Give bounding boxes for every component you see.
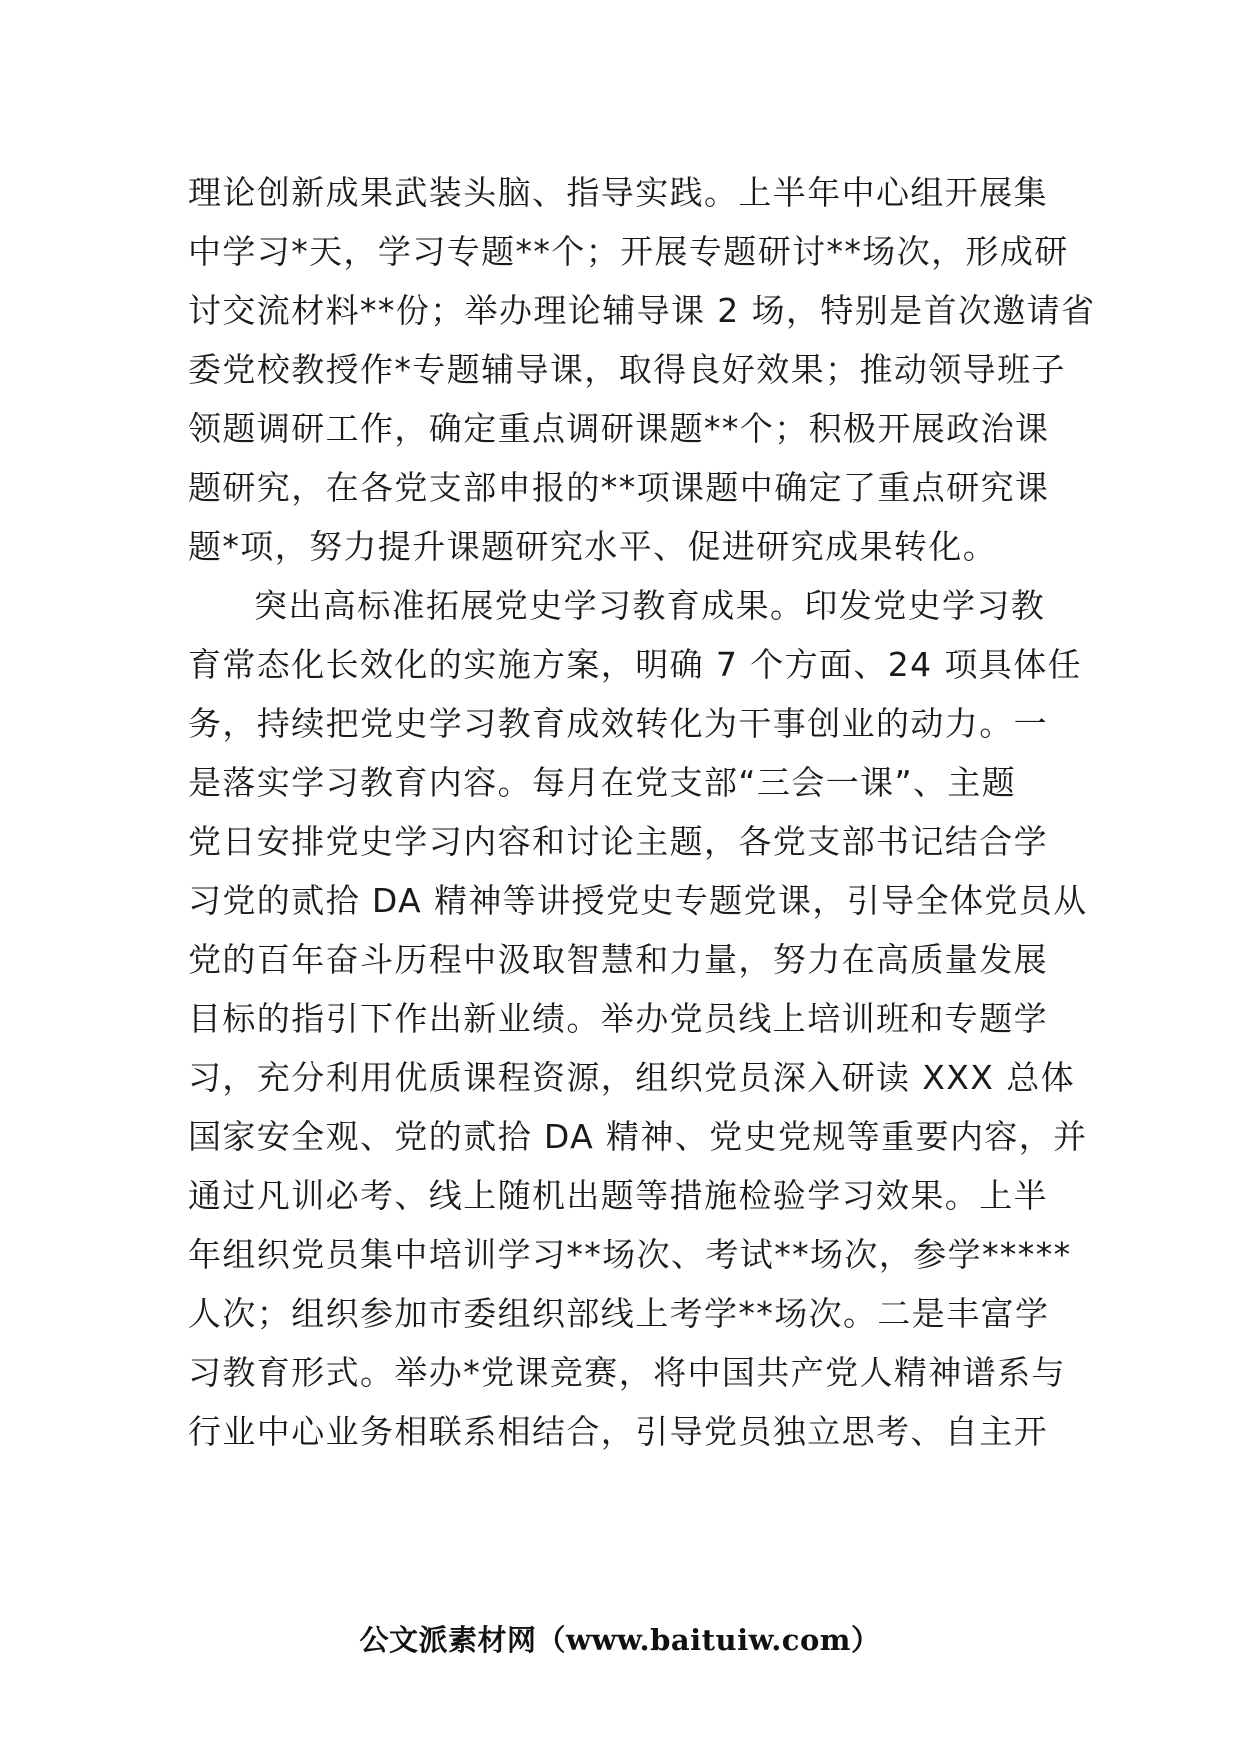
text-line: 人次；组织参加市委组织部线上考学**场次。二是丰富学 (188, 1294, 1050, 1333)
text-line: 年组织党员集中培训学习**场次、考试**场次，参学***** (188, 1235, 1072, 1274)
text-line: 育常态化长效化的实施方案，明确 7 个方面、24 项具体任 (188, 645, 1083, 684)
text-line: 通过凡训必考、线上随机出题等措施检验学习效果。上半 (188, 1176, 1048, 1215)
text-line: 习党的贰拾 DA 精神等讲授党史专题党课，引导全体党员从 (188, 881, 1088, 920)
text-line: 中学习*天，学习专题**个；开展专题研讨**场次，形成研 (188, 232, 1069, 271)
text-line: 题研究，在各党支部申报的**项课题中确定了重点研究课 (188, 468, 1050, 507)
text-line: 习，充分利用优质课程资源，组织党员深入研读 XXX 总体 (188, 1058, 1076, 1097)
text-line: 务，持续把党史学习教育成效转化为干事创业的动力。一 (188, 704, 1048, 743)
text-line: 讨交流材料**份；举办理论辅导课 2 场，特别是首次邀请省 (188, 291, 1096, 330)
text-line: 目标的指引下作出新业绩。举办党员线上培训班和专题学 (188, 999, 1048, 1038)
text-line: 党日安排党史学习内容和讨论主题，各党支部书记结合学 (188, 822, 1048, 861)
text-line: 党的百年奋斗历程中汲取智慧和力量，努力在高质量发展 (188, 940, 1048, 979)
footer-watermark: 公文派素材网（www.baituiw.com） (359, 1623, 881, 1657)
text-line: 理论创新成果武装头脑、指导实践。上半年中心组开展集 (188, 173, 1048, 212)
text-line: 是落实学习教育内容。每月在党支部“三会一课”、主题 (188, 763, 1017, 802)
paragraph-first-line: 突出高标准拓展党史学习教育成果。印发党史学习教 (254, 586, 1046, 625)
text-line: 领题调研工作，确定重点调研课题**个；积极开展政治课 (188, 409, 1050, 448)
text-line: 习教育形式。举办*党课竞赛，将中国共产党人精神谱系与 (188, 1353, 1066, 1392)
text-line: 行业中心业务相联系相结合，引导党员独立思考、自主开 (188, 1412, 1048, 1451)
text-line: 题*项，努力提升课题研究水平、促进研究成果转化。 (188, 527, 998, 566)
text-line: 国家安全观、党的贰拾 DA 精神、党史党规等重要内容，并 (188, 1117, 1088, 1156)
text-line: 委党校教授作*专题辅导课，取得良好效果；推动领导班子 (188, 350, 1066, 389)
